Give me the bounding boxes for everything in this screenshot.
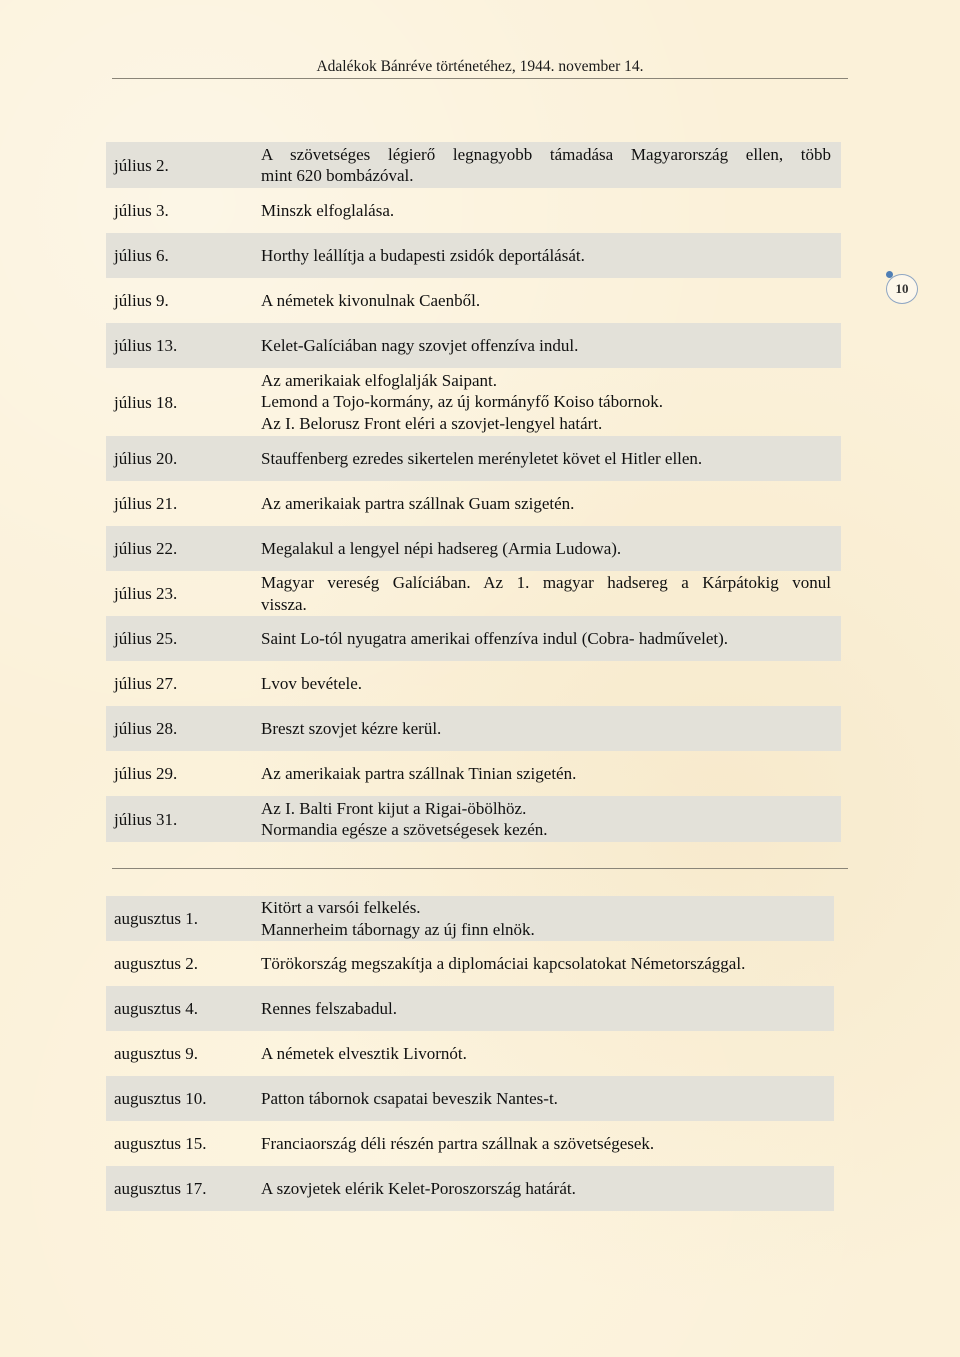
date-cell: július 22.	[114, 539, 178, 558]
event-cell	[261, 572, 841, 615]
event-line: Minszk elfoglalása.	[261, 200, 395, 220]
event-line: Patton tábornok csapatai beveszik Nantes-t.	[261, 1088, 558, 1108]
event-line: mint 620 bombázóval.	[261, 166, 414, 185]
event-line: Rennes felszabadul.	[261, 998, 397, 1018]
date-cell: július 6.	[114, 246, 169, 265]
date-cell: augusztus 10.	[114, 1089, 207, 1108]
event-cell	[261, 1133, 834, 1155]
table-row	[106, 616, 841, 661]
table-row	[106, 142, 841, 188]
event-line: Kitört a varsói felkelés.	[261, 898, 421, 917]
date-cell: augusztus 9.	[114, 1044, 199, 1063]
event-cell	[261, 718, 841, 740]
table-row	[106, 571, 841, 616]
august-chronology-table	[106, 896, 834, 1211]
table-row	[106, 986, 834, 1031]
event-line: Horthy leállítja a budapesti zsidók deportálását.	[261, 245, 585, 265]
event-cell	[261, 370, 841, 435]
date-cell: július 21.	[114, 494, 178, 513]
event-cell	[261, 245, 841, 267]
date-cell: július 20.	[114, 449, 178, 468]
event-line: A németek kivonulnak Caenből.	[261, 290, 481, 310]
event-cell	[261, 144, 841, 187]
date-cell: július 27.	[114, 674, 178, 693]
event-line: Az amerikaiak partra szállnak Guam szigetén.	[261, 493, 575, 513]
event-line: Mannerheim tábornagy az új finn elnök.	[261, 919, 535, 939]
table-row	[106, 1076, 834, 1121]
event-cell	[261, 628, 841, 650]
table-row	[106, 368, 841, 436]
table-row	[106, 436, 841, 481]
table-row	[106, 751, 841, 796]
event-line: Az amerikaiak partra szállnak Tinian szigetén.	[261, 763, 577, 783]
page-header-title: Adalékok Bánréve történetéhez, 1944. november 14.	[316, 58, 644, 75]
date-cell: július 28.	[114, 719, 178, 738]
date-cell: július 3.	[114, 201, 169, 220]
event-line: A németek elvesztik Livornót.	[261, 1043, 467, 1063]
event-cell	[261, 1043, 834, 1065]
event-line: Breszt szovjet kézre kerül.	[261, 718, 442, 738]
event-cell	[261, 335, 841, 357]
event-line: A szövetséges légierő legnagyobb támadása Magyarország ellen, több	[261, 144, 831, 164]
date-cell: július 2.	[114, 155, 169, 175]
event-line: Lemond a Tojo-kormány, az új kormányfő Koiso tábornok.	[261, 392, 663, 412]
event-line: Lvov bevétele.	[261, 673, 363, 693]
date-cell: augusztus 1.	[114, 909, 199, 928]
date-cell: augusztus 2.	[114, 954, 199, 973]
event-cell	[261, 1088, 834, 1110]
event-cell	[261, 448, 841, 470]
date-cell: július 18.	[114, 392, 178, 412]
page-number-badge: 10	[886, 274, 918, 304]
date-cell: július 29.	[114, 764, 178, 783]
event-cell	[261, 897, 834, 940]
table-row	[106, 896, 834, 941]
date-cell: július 31.	[114, 809, 178, 829]
date-cell: július 23.	[114, 584, 178, 603]
table-row	[106, 941, 834, 986]
event-cell	[261, 200, 841, 222]
date-cell: augusztus 17.	[114, 1179, 207, 1198]
date-cell: július 13.	[114, 336, 178, 355]
event-line: A szovjetek elérik Kelet-Poroszország határát.	[261, 1178, 576, 1198]
table-row	[106, 796, 841, 842]
event-cell	[261, 953, 834, 975]
table-row	[106, 1166, 834, 1211]
event-line: Az I. Belorusz Front eléri a szovjet-lengyel határt.	[261, 413, 603, 433]
event-cell	[261, 290, 841, 312]
table-row	[106, 706, 841, 751]
event-line: Saint Lo-tól nyugatra amerikai offenzíva indul (Cobra- hadművelet).	[261, 628, 729, 648]
event-line: vissza.	[261, 594, 307, 614]
table-row	[106, 188, 841, 233]
event-cell	[261, 538, 841, 560]
event-line: Az amerikaiak elfoglalják Saipant.	[261, 370, 498, 390]
date-cell: augusztus 4.	[114, 999, 199, 1018]
event-line: Magyar vereség Galíciában. Az 1. magyar hadsereg a Kárpátokig vonul	[261, 573, 831, 592]
table-row	[106, 661, 841, 706]
event-cell	[261, 798, 841, 841]
july-chronology-table	[106, 142, 841, 842]
event-line: Az I. Balti Front kijut a Rigai-öbölhöz.	[261, 798, 527, 818]
section-divider	[112, 868, 848, 869]
date-cell: július 25.	[114, 629, 178, 648]
event-line: Törökország megszakítja a diplomáciai kapcsolatokat Németországgal.	[261, 953, 746, 973]
table-row	[106, 278, 841, 323]
event-cell	[261, 673, 841, 695]
event-line: Normandia egésze a szövetségesek kezén.	[261, 820, 548, 839]
table-row	[106, 233, 841, 278]
table-row	[106, 1031, 834, 1076]
event-line: Franciaország déli részén partra szállnak a szövetségesek.	[261, 1133, 655, 1153]
event-cell	[261, 1178, 834, 1200]
table-row	[106, 481, 841, 526]
event-line: Kelet-Galíciában nagy szovjet offenzíva indul.	[261, 335, 579, 355]
event-line: Stauffenberg ezredes sikertelen merényletet követ el Hitler ellen.	[261, 448, 703, 468]
table-row	[106, 323, 841, 368]
table-row	[106, 1121, 834, 1166]
event-cell	[261, 763, 841, 785]
table-row	[106, 526, 841, 571]
date-cell: július 9.	[114, 291, 169, 310]
event-line: Megalakul a lengyel népi hadsereg (Armia Ludowa).	[261, 538, 622, 558]
date-cell: augusztus 15.	[114, 1134, 207, 1153]
event-cell	[261, 998, 834, 1020]
header-divider	[112, 78, 848, 79]
event-cell	[261, 493, 841, 515]
